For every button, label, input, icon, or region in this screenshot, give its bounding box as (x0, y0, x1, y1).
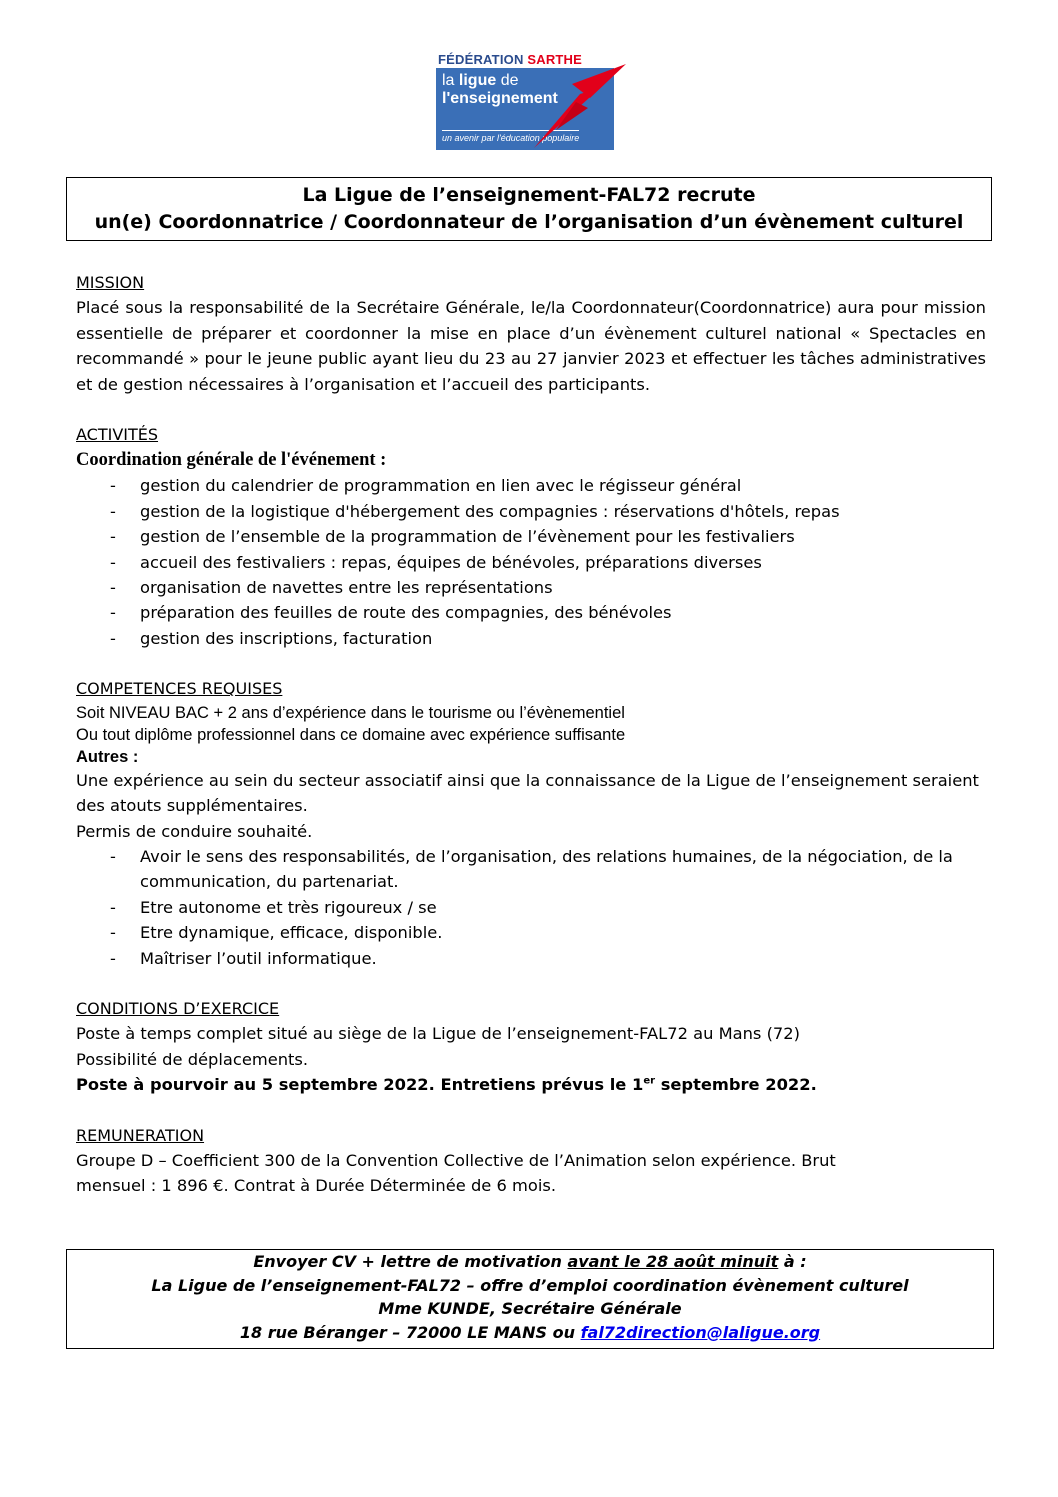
list-item: - organisation de navettes entre les représentations (76, 575, 986, 600)
activites-subheading: Coordination générale de l'événement : (76, 450, 387, 471)
contact-line1-part-b: à : (778, 1252, 807, 1271)
logo-line1-part-a: la (442, 72, 459, 89)
conditions-line3 (76, 1072, 986, 1097)
remuneration-heading: REMUNERATION (76, 1125, 205, 1145)
mission-text: Placé sous la responsabilité de la Secrétaire Générale, le/la Coordonnateur(Coordonnatrice) aura pour mission essentielle de préparer et coordonner la mise en place d’un évènement culturel national « Spectacles en recommandé » pour le jeune public ayant lieu du 23 au 27 janvier 2023 et effectuer les tâches administratives et de gestion nécessaires à l’organisation et l’accueil des participants. (76, 298, 986, 394)
logo-line1-part-b: ligue (458, 72, 497, 89)
list-item: - gestion des inscriptions, facturation (76, 626, 986, 651)
contact-line1-part-a: Envoyer CV + lettre de motivation (253, 1252, 568, 1271)
list-item: - préparation des feuilles de route des compagnies, des bénévoles (76, 600, 986, 625)
logo-line1-part-c: de (496, 72, 519, 89)
list-item: - Etre dynamique, efficace, disponible. (76, 920, 986, 945)
federation-logo (436, 52, 636, 152)
contact-email-link[interactable]: fal72direction@laligue.org (580, 1322, 821, 1342)
contact-address: 18 rue Béranger – 72000 LE MANS ou (239, 1322, 581, 1342)
list-item: - Maîtriser l’outil informatique. (76, 946, 986, 971)
list-item: - accueil des festivaliers : repas, équipes de bénévoles, préparations diverses (76, 550, 986, 575)
spacer (76, 397, 986, 422)
competences-line1: Soit NIVEAU BAC + 2 ans d’expérience dans le tourisme ou l’évènementiel (76, 703, 625, 722)
list-item: - Avoir le sens des responsabilités, de l’organisation, des relations humaines, de la négociation, de la communication, du partenariat. (76, 844, 986, 895)
remuneration-text: Groupe D – Coefficient 300 de la Convention Collective de l’Animation selon expérience. Brut mensuel : 1 896 €. Contrat à Durée Déterminée de 6 mois. (76, 1150, 836, 1196)
title-line2: un(e) Coordonnatrice / Coordonnateur de l’organisation d’un évènement culturel (94, 211, 964, 233)
conditions-heading: CONDITIONS D’EXERCICE (76, 998, 280, 1018)
list-item: - gestion de la logistique d'hébergement des compagnies : réservations d'hôtels, repas (76, 499, 986, 524)
logo-line1 (442, 72, 519, 90)
contact-line2: La Ligue de l’enseignement-FAL72 – offre d’emploi coordination évènement culturel (151, 1275, 909, 1295)
contact-deadline: avant le 28 août minuit (567, 1252, 779, 1271)
activites-heading: ACTIVITÉS (76, 425, 159, 445)
title-line1: La Ligue de l’enseignement-FAL72 recrute (302, 184, 756, 206)
mission-heading: MISSION (76, 273, 145, 292)
logo-sarthe-label: SARTHE (527, 52, 583, 67)
contact-box (66, 1249, 994, 1349)
list-item: - gestion du calendrier de programmation en lien avec le régisseur général (76, 473, 986, 498)
list-item: - Etre autonome et très rigoureux / se (76, 895, 986, 920)
spacer (76, 1098, 986, 1123)
main-content (76, 270, 986, 1199)
logo-line2: l'enseignement (442, 90, 558, 107)
contact-line4 (67, 1321, 993, 1345)
logo-tagline: un avenir par l'éducation populaire (442, 130, 579, 143)
conditions-line2: Possibilité de déplacements. (76, 1049, 309, 1069)
contact-line3: Mme KUNDE, Secrétaire Générale (378, 1299, 682, 1318)
conditions-line3-part-b: septembre 2022. (655, 1075, 817, 1095)
spacer (76, 971, 986, 996)
competences-paragraph: Une expérience au sein du secteur associatif ainsi que la connaissance de la Ligue de l’enseignement seraient des atouts supplémentaires. (76, 770, 979, 816)
competences-permis: Permis de conduire souhaité. (76, 821, 313, 841)
competences-autres: Autres : (76, 747, 139, 766)
logo-red-arrow-icon (516, 58, 628, 150)
logo-federation-label: FÉDÉRATION (438, 52, 524, 67)
conditions-line3-superscript: er (643, 1075, 656, 1087)
list-item: - gestion de l’ensemble de la programmation de l’évènement pour les festivaliers (76, 524, 986, 549)
competences-list (76, 844, 986, 971)
contact-line1 (67, 1250, 993, 1274)
competences-heading: COMPETENCES REQUISES (76, 679, 283, 699)
conditions-line3-part-a: Poste à pourvoir au 5 septembre 2022. Entretiens prévus le 1 (76, 1075, 644, 1095)
title-box (66, 177, 992, 241)
competences-line2: Ou tout diplôme professionnel dans ce domaine avec expérience suffisante (76, 725, 626, 744)
conditions-line1: Poste à temps complet situé au siège de la Ligue de l’enseignement-FAL72 au Mans (72) (76, 1024, 801, 1044)
activites-list (76, 473, 986, 651)
spacer (76, 651, 986, 676)
